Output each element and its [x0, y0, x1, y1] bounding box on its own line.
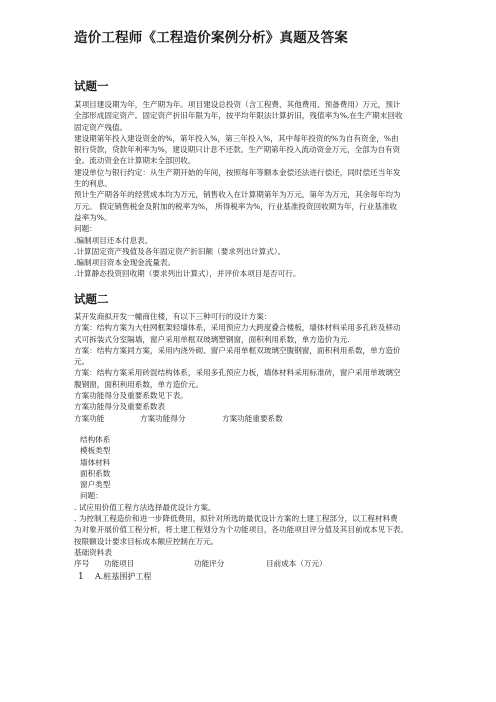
question-one-body [74, 99, 434, 280]
question-two-heading: 试题二 [74, 292, 109, 306]
q1-line: 生的利息。 [74, 179, 112, 189]
q2-line: 元。 [74, 357, 90, 367]
q1-line: 固定资产残值。 [74, 122, 128, 132]
q2-line: 腹钢窗，面积利用系数，单方造价元。 [74, 379, 204, 389]
question-one-heading: 试题一 [74, 79, 109, 93]
q1-line: .编制项目资本金现金流量表。 [74, 258, 176, 268]
table-header-cell: 方案功能重要系数 [222, 413, 283, 423]
q2-line: 为对象开展价值工程分析，将土建工程划分为个功能项目，各功能项目评分值及其目前成本见下表。 [74, 525, 409, 535]
q1-line: .计算固定资产残值及各年固定资产折旧额（要求列出计算式）。 [74, 246, 286, 256]
q1-line: 某项目建设期为年，生产期为年。项目建设总投资（含工程费、其他费用、预备费用）万元，预计 [74, 100, 401, 109]
q2-line: 方案：结构方案采用砖混结构体系，采用多孔预应力板，墙体材料采用标准砖，窗户采用单玻璃空 [74, 368, 401, 378]
q1-line: 万元。 假定销售税金及附加的税率为%， 所得税率为%，行业基准投资回收期为年，行业基准收 [74, 201, 398, 211]
q1-line: .编制项目还本付息表。 [74, 235, 153, 245]
q2-line: 方案功能得分及重要系数表 [74, 402, 166, 412]
q2-line: 基础资料表 [74, 547, 112, 557]
table-cell: A.桩基围护工程 [95, 571, 152, 581]
basic-data-table-header [74, 558, 434, 569]
table-header-cell: 功能项目 [104, 559, 135, 569]
q1-line: .计算静态投资回收期（要求列出计算式），并评价本项目是否可行。 [74, 269, 301, 279]
q1-line: 银行贷款，贷款年利率为%，建设期只计息不还款。生产期第年投入流动资金万元，全部为自有资 [74, 145, 401, 155]
q2-line: 式可拆装式分室隔墙，窗户采用单框双玻璃塑钢窗，面积利用系数，单方造价为元. [74, 334, 350, 344]
function-table-header [74, 413, 434, 424]
q2-line: 某开发商拟开发一幢商住楼，有以下三种可行的设计方案： [74, 312, 272, 321]
document-title: 造价工程师《工程造价案例分析》真题及答案 [74, 30, 348, 46]
table-header-cell: 序号 [74, 559, 90, 569]
table-header-cell: 功能评分 [194, 559, 225, 569]
q2-line: 方案功能得分及重要系数见下表。 [74, 391, 188, 401]
function-list [74, 434, 434, 502]
table-cell: 1 [78, 571, 84, 582]
question-two-body [74, 311, 434, 584]
question-label: 问题： [80, 491, 103, 501]
q2-line: 方案：结构方案为大柱网框架轻墙体系，采用预应力大跨度叠合楼板，墙体材料采用多孔砖及移动 [74, 323, 401, 333]
q1-line: 金。流动资金在计算期末全部回收。 [74, 156, 196, 166]
q1-line: 建设期第年投入建设资金的%，第年投入%，第三年投入%，其中每年投资的%为自有资金，%由 [74, 133, 399, 143]
q1-line: 预计生产期各年的经营成本均为万元，销售收入在计算期第年为万元，第年为万元，其余每年均为 [74, 190, 401, 200]
function-item: 窗户类型 [80, 480, 111, 490]
q1-line: 益率为%。 [74, 212, 112, 222]
function-item: 墙体材料 [80, 457, 111, 467]
q2-line: 方案：结构方案同方案，采用内浇外砌、窗户采用单框双玻璃空腹钢窗，面积利用系数，单方造价 [74, 345, 401, 355]
q1-line: 全部形成固定资产。固定资产折旧年限为年，按平均年限法计算折旧，残值率为%,在生产期末回收 [74, 111, 403, 121]
table-header-cell: 方案功能得分 [140, 413, 186, 423]
function-item: 模板类型 [80, 446, 111, 456]
function-item: 结构体系 [80, 434, 111, 444]
function-item: 面积系数 [80, 468, 111, 478]
table-header-cell: 目前成本（万元） [266, 559, 327, 569]
q1-line: 建设单位与银行约定：从生产期开始的年间，按照每年等额本金偿还法进行偿还，同时偿还当年发 [74, 167, 401, 177]
table-row [74, 570, 434, 584]
q1-line: 问题： [74, 224, 97, 234]
q2-line: 按限额设计要求目标成本额应控制在万元。 [74, 536, 219, 546]
q2-line: . 为控制工程造价和进一步降低费用，拟针对所选的最优设计方案的土建工程部分，以工程材料费 [74, 514, 398, 524]
table-header-cell: 方案功能 [74, 413, 105, 423]
q2-line: . 试应用价值工程方法选择最优设计方案。 [74, 502, 216, 512]
